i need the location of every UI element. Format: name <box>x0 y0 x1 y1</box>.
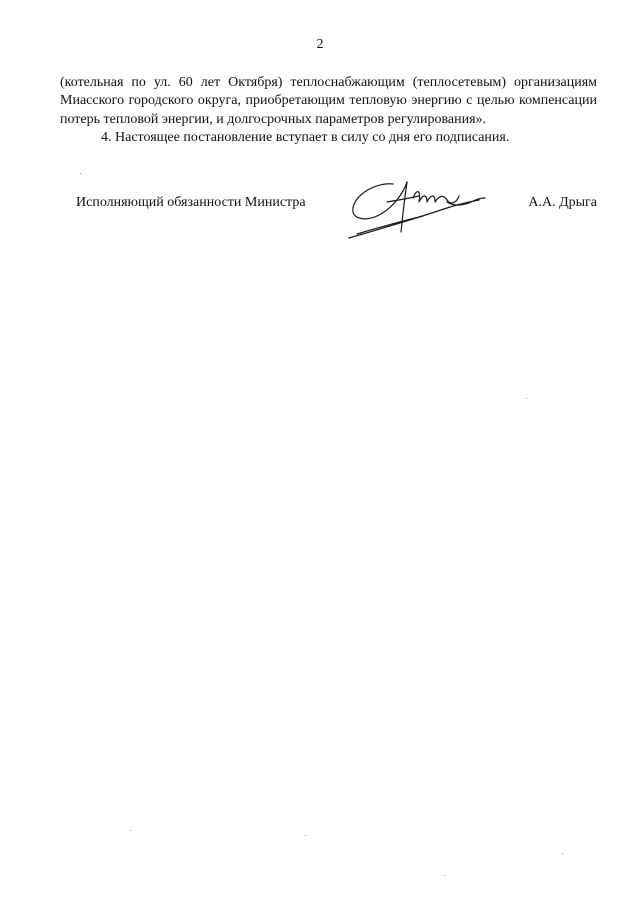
scan-speck <box>444 875 445 876</box>
item-number: 4. <box>101 129 112 145</box>
signature-block <box>60 172 597 252</box>
scan-speck <box>526 398 527 399</box>
scan-speck <box>305 835 306 836</box>
signatory-position: Исполняющий обязанности Министра <box>76 195 306 210</box>
signatory-name: А.А. Дрыга <box>528 195 597 210</box>
scan-speck <box>130 830 131 831</box>
item-text: Настоящее постановление вступает в силу со дня его подписания. <box>115 129 510 145</box>
scan-speck <box>562 853 563 854</box>
paragraph-continuation: (котельная по ул. 60 лет Октября) теплоснабжающим (теплосетевым) организациям Миасского городского округа, приобретающим тепловую энергию с целью компенсации потерь тепловой энергии, и долгосрочных параметров регулирования». <box>60 75 597 127</box>
document-body <box>60 74 597 147</box>
scan-speck <box>80 173 81 174</box>
page-number: 2 <box>316 37 324 52</box>
list-item-4 <box>60 129 597 147</box>
handwritten-signature <box>347 172 487 244</box>
